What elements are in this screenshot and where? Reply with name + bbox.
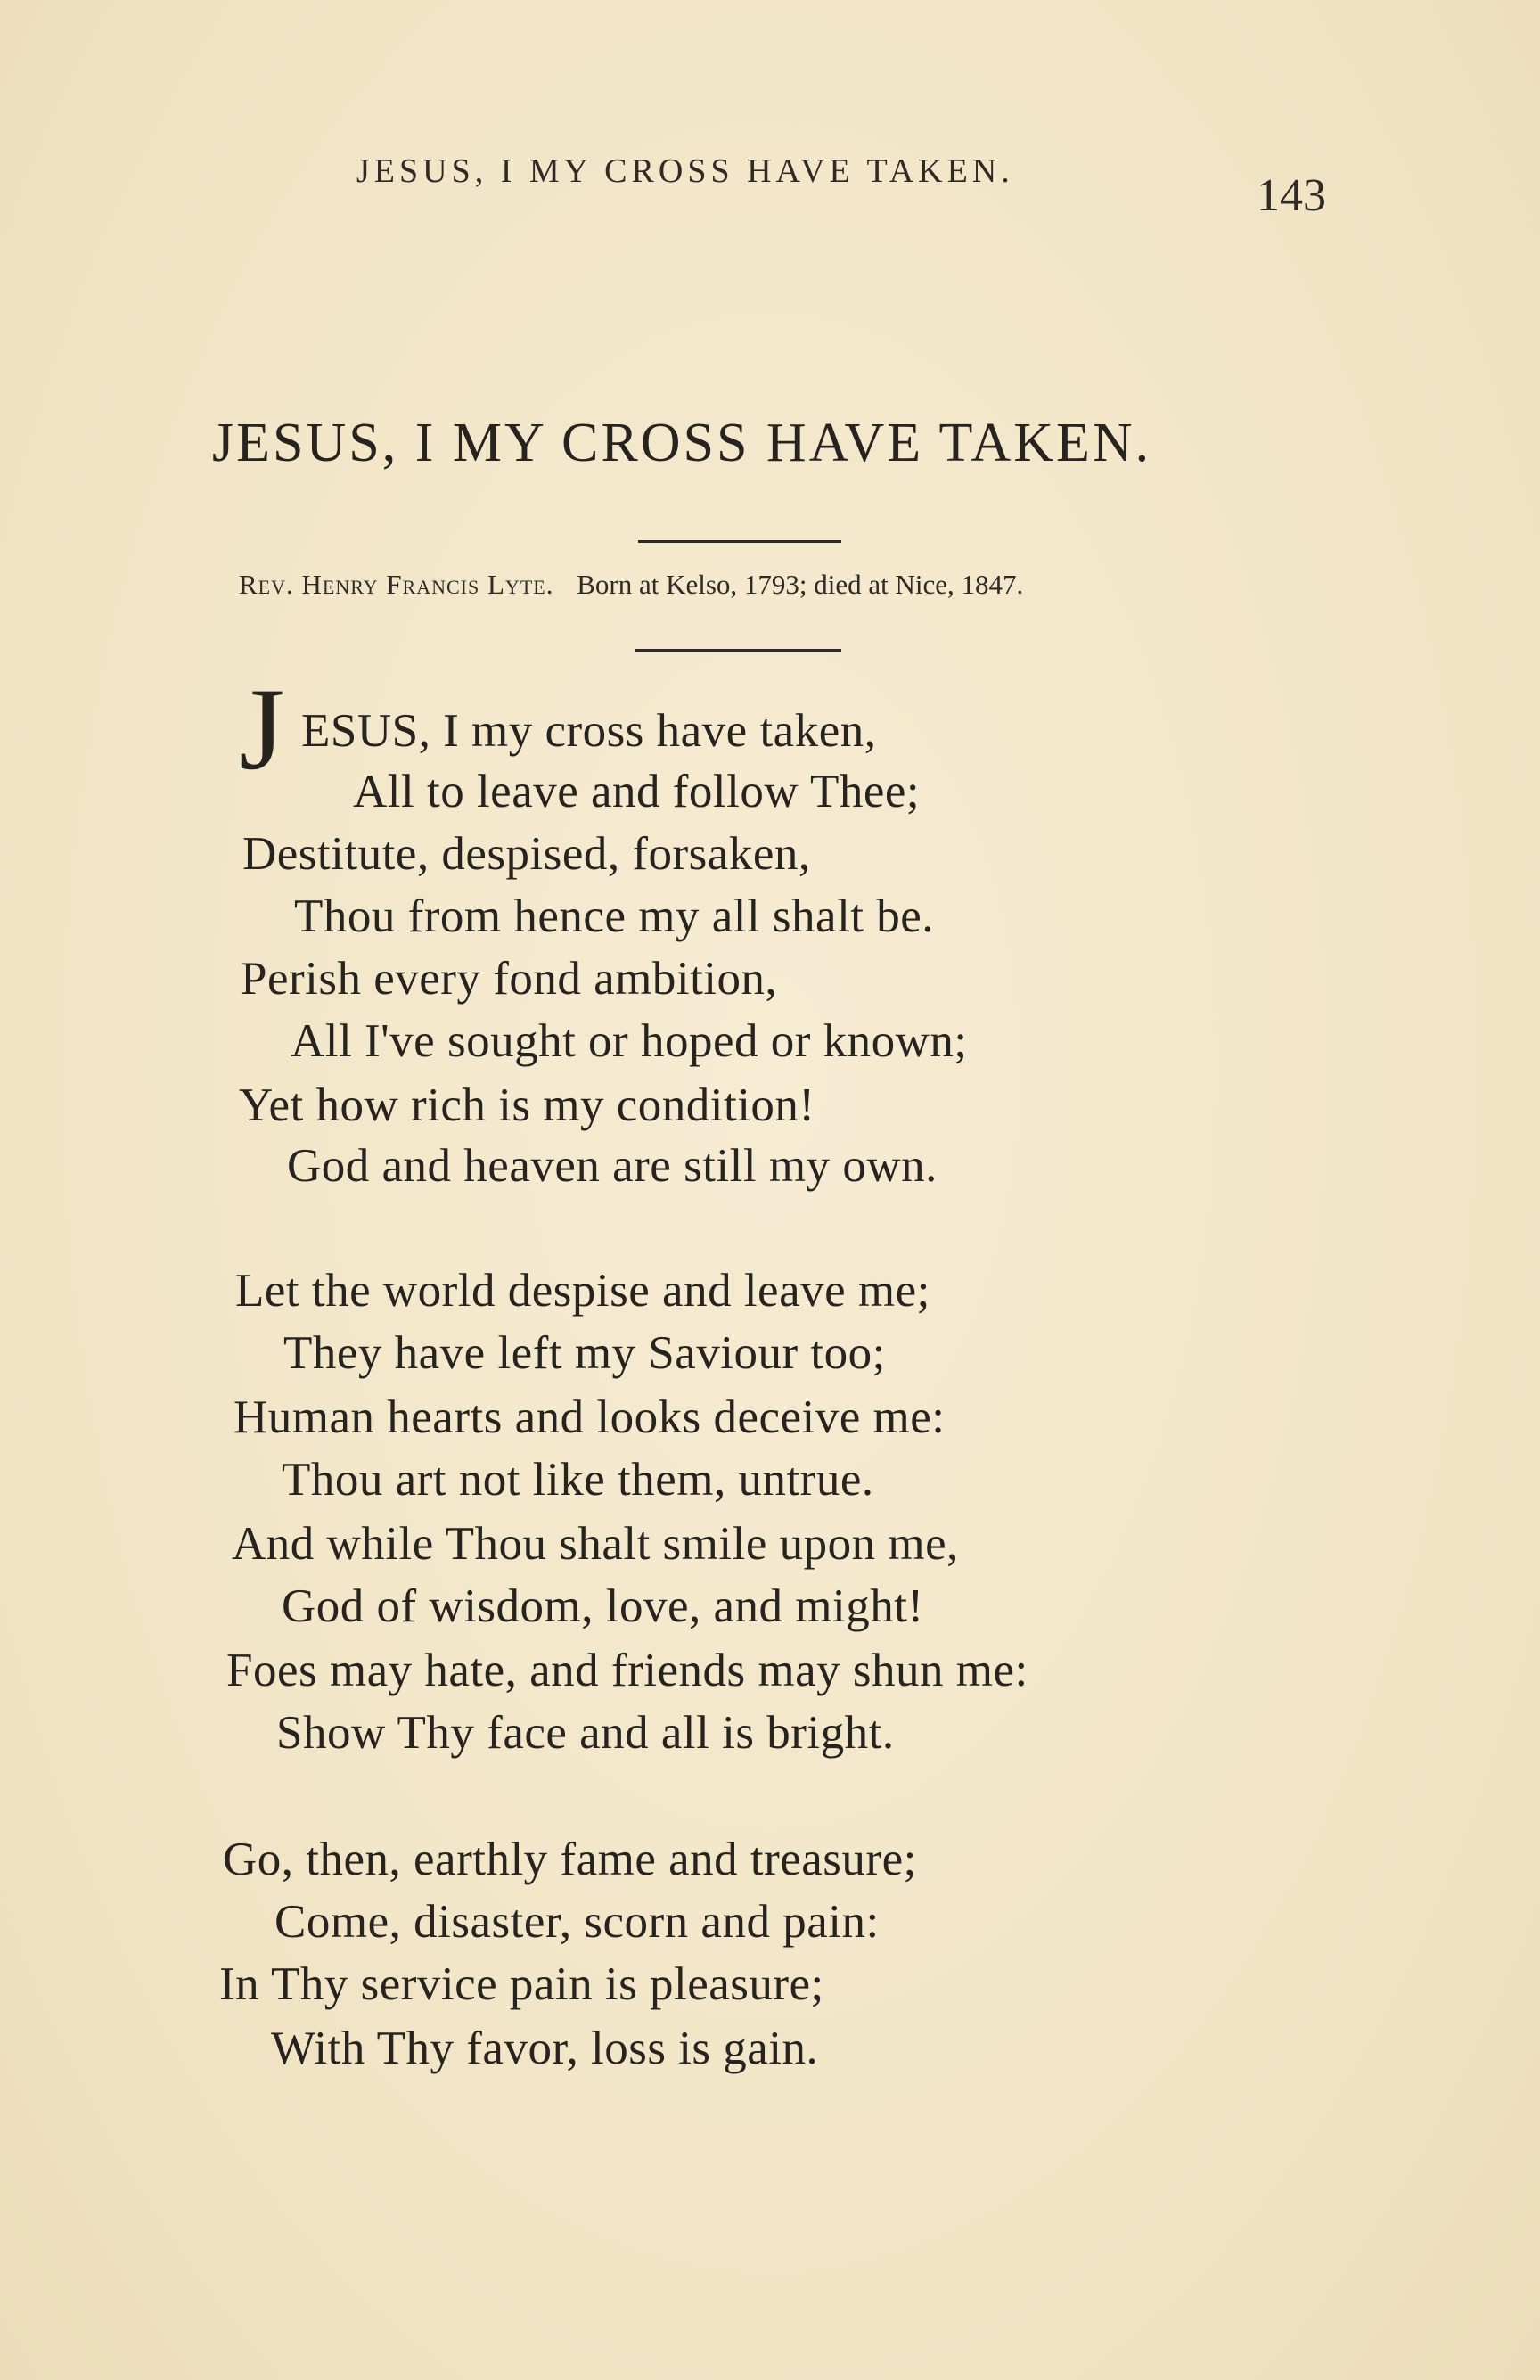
- poem-line: All I've sought or hoped or known;: [291, 1015, 968, 1067]
- poem-line: Yet how rich is my condition!: [239, 1079, 815, 1131]
- poem-line: Human hearts and looks deceive me:: [233, 1391, 946, 1443]
- running-head: JESUS, I MY CROSS HAVE TAKEN.: [356, 152, 1014, 190]
- page-number: 143: [1257, 170, 1326, 221]
- poem-line: Foes may hate, and friends may shun me:: [226, 1645, 1028, 1696]
- byline: [239, 569, 1023, 601]
- poem-line: Thou from hence my all shalt be.: [294, 890, 935, 942]
- poem-line: Perish every fond ambition,: [241, 953, 778, 1005]
- poem-line: Thou art not like them, untrue.: [282, 1454, 874, 1506]
- drop-cap: J: [239, 663, 285, 794]
- poem-line: In Thy service pain is pleasure;: [219, 1958, 824, 2010]
- poem-line: ESUS, I my cross have taken,: [301, 705, 877, 757]
- poem-line: With Thy favor, loss is gain.: [271, 2023, 819, 2074]
- poem-line: They have left my Saviour too;: [283, 1327, 886, 1379]
- poem-line: God and heaven are still my own.: [287, 1140, 938, 1192]
- poem-line: Destitute, despised, forsaken,: [242, 828, 811, 880]
- byline-author: Rev. Henry Francis Lyte.: [239, 569, 554, 600]
- poem-line: Show Thy face and all is bright.: [276, 1707, 895, 1759]
- title-rule-bottom: [635, 649, 841, 652]
- byline-dates: Born at Kelso, 1793; died at Nice, 1847.: [577, 569, 1024, 600]
- poem-line: All to leave and follow Thee;: [353, 766, 921, 817]
- poem-line: Go, then, earthly fame and treasure;: [223, 1834, 917, 1885]
- hymn-title: JESUS, I MY CROSS HAVE TAKEN.: [212, 413, 1152, 473]
- poem-line: And while Thou shalt smile upon me,: [232, 1518, 959, 1570]
- title-rule-top: [638, 540, 841, 543]
- poem-line: God of wisdom, love, and might!: [282, 1580, 924, 1632]
- poem-line: Let the world despise and leave me;: [235, 1265, 930, 1317]
- poem-line: Come, disaster, scorn and pain:: [274, 1896, 880, 1948]
